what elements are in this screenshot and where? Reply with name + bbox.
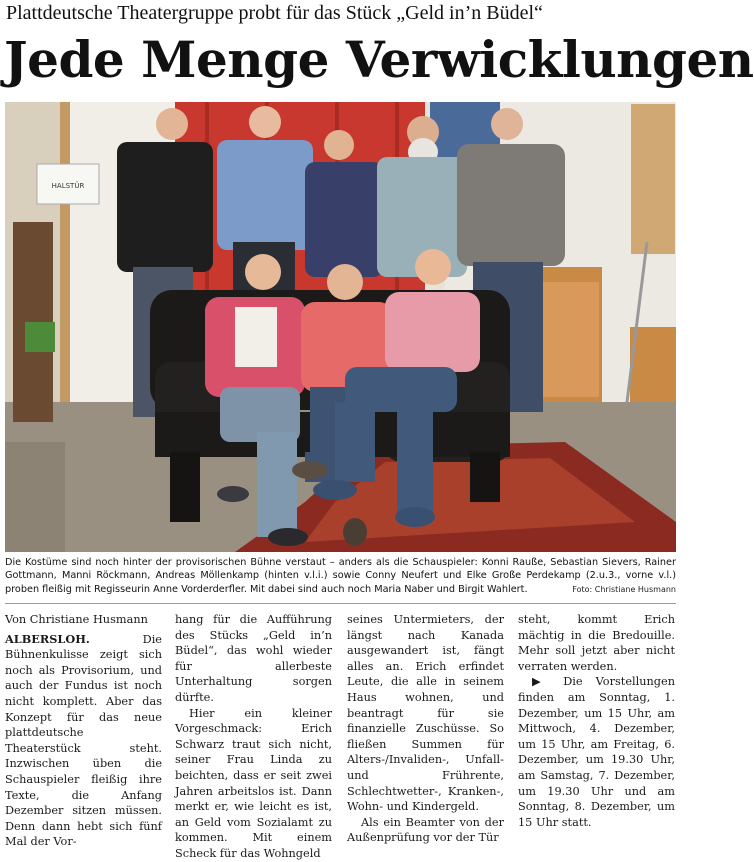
article-column-2 — [175, 612, 332, 862]
article-kicker: Plattdeutsche Theatergruppe probt für das Stück „Geld in’n Büdel“ — [6, 2, 543, 24]
photo-sign-text: HALSTÜR — [51, 182, 85, 190]
body-text: Die Bühnenkulisse zeigt sich noch als Provisorium, und auch der Fundus ist noch nicht komplett. Aber das Konzept für das neue plattdeutsche Theaterstück steht. Inzwischen üben die Schauspieler fleißig ihre Texte, die Anfang Dezember sitzen müssen. Denn dann hebt sich fünf Mal der Vor- — [5, 632, 162, 849]
dateline: ALBERSLOH. — [5, 631, 90, 646]
article-column-4 — [518, 612, 675, 830]
event-dates-paragraph: ▶ Die Vorstellungen finden am Sonntag, 1. Dezember, um 15 Uhr, am Mittwoch, 4. Dezember, um 15 Uhr, am Freitag, 6. Dezember, um 19.30 Uhr, am Samstag, 7. Dezember, um 19.30 Uhr und am Sonntag, 8. Dezember, um 15 Uhr statt. — [518, 675, 675, 829]
body-paragraph: Hier ein kleiner Vorgeschmack: Erich Schwarz traut sich nicht, seiner Frau Linda zu beichten, dass er seit zwei Jahren arbeitslos ist. Dann merkt er, wie leicht es ist, an Geld vom Sozialamt zu kommen. Mit einem Scheck für das Wohngeld — [175, 706, 332, 860]
article-column-1 — [5, 612, 162, 850]
article-headline: Jede Menge Verwicklungen — [4, 30, 754, 89]
body-paragraph: Als ein Beamter von der Außenprüfung vor der Tür — [347, 815, 504, 845]
article-photo — [5, 102, 676, 552]
article-column-3 — [347, 612, 504, 846]
body-paragraph — [5, 632, 162, 850]
divider — [5, 603, 676, 604]
body-paragraph: steht, kommt Erich mächtig in die Bredouille. Mehr soll jetzt aber nicht verraten werden. — [518, 613, 675, 673]
photo-caption: Die Kostüme sind noch hinter der provisorischen Bühne verstaut – anders als die Schauspieler: Konni Raußе, Sebastian Sievers, Rainer Gottmann, Manni Röckmann, Andreas Möllenkamp (hinten v.l.i.) sowie Conny Neufert und Elke Große Perdekamp (2.u.3., vorne v.l.) proben fleißig mit Regisseurin Anne Vorderderfler. Mit dabei sind auch noch Maria Naber und Birgit Wahlert. — [5, 557, 676, 595]
body-paragraph: seines Untermieters, der längst nach Kanada ausgewandert ist, fängt alles an. Erich erfindet Leute, die alle in seinem Haus wohnen, und beantragt für sie finanzielle Zuschüsse. So fließen Summen für Alters-/Invaliden-, Unfall- und Frührente, Schlechtwetter-, Kranken-, Wohn- und Kindergeld. — [347, 613, 504, 814]
body-paragraph: hang für die Aufführung des Stücks „Geld in’n Büdel“, das wohl wieder für allerbeste Unterhaltung sorgen dürfte. — [175, 613, 332, 704]
byline: Von Christiane Husmann — [5, 613, 148, 626]
photo-credit: Foto: Christiane Husmann — [572, 585, 676, 594]
